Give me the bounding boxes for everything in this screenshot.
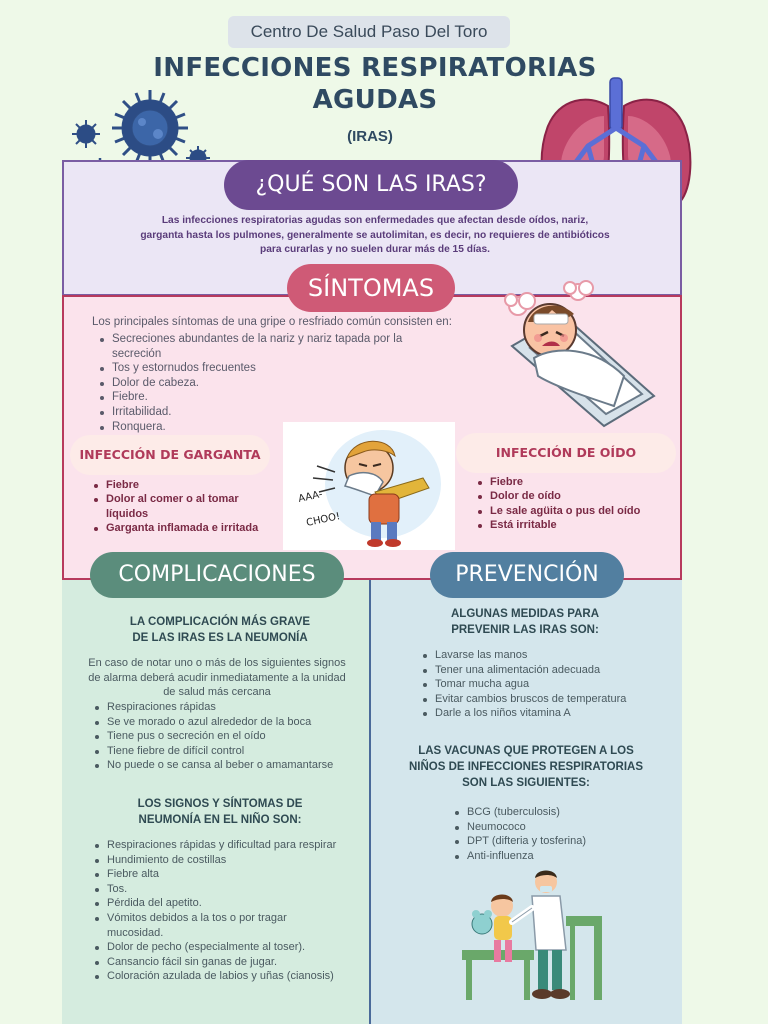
list-item: Respiraciones rápidas y dificultad para respirar: [93, 838, 343, 853]
subheading-line: LAS VACUNAS QUE PROTEGEN A LOS: [418, 745, 634, 757]
list-item: Dolor de cabeza.: [98, 376, 418, 391]
column-divider: [369, 580, 371, 1024]
sneezing-child-icon: [283, 422, 455, 550]
list-item: Tiene fiebre de difícil control: [93, 744, 343, 759]
list-item: Tos.: [93, 882, 343, 897]
list-item: Le sale agüita o pus del oído: [476, 504, 646, 518]
sneeze-text-aaa: AAA-: [297, 489, 324, 505]
vaccination-illustration: [462, 864, 612, 1006]
list-item: Neumococo: [453, 820, 653, 835]
list-item: BCG (tuberculosis): [453, 805, 653, 820]
list-item: Evitar cambios bruscos de temperatura: [421, 692, 661, 707]
title-line-1: INFECCIONES RESPIRATORIAS: [153, 53, 597, 83]
symptoms-intro: Los principales síntomas de una gripe o resfriado común consisten en:: [92, 316, 452, 328]
list-item: Tiene pus o secreción en el oído: [93, 729, 343, 744]
symptoms-heading: SÍNTOMAS: [287, 264, 455, 312]
complications-subheading: [100, 614, 340, 646]
prevention-heading: PREVENCIÓN: [430, 552, 624, 598]
list-item: Coloración azulada de labios y uñas (cianosis): [93, 969, 343, 984]
list-item: Dolor de pecho (especialmente al toser).: [93, 940, 343, 955]
list-item: No puede o se cansa al beber o amamantarse: [93, 758, 343, 773]
prevention-subheading: [420, 606, 630, 638]
pneumonia-subheading: [110, 796, 330, 828]
throat-infection-heading: INFECCIÓN DE GARGANTA: [70, 435, 270, 475]
list-item: Anti-influenza: [453, 849, 653, 864]
list-item: DPT (difteria y tosferina): [453, 834, 653, 849]
acronym-label: (IRAS): [347, 128, 393, 145]
vaccines-list: [453, 805, 653, 863]
warning-signs-list: [93, 700, 343, 773]
complications-heading: COMPLICACIONES: [90, 552, 344, 598]
list-item: Se ve morado o azul alrededor de la boca: [93, 715, 343, 730]
subheading-line: LOS SIGNOS Y SÍNTOMAS DE: [137, 798, 303, 810]
symptoms-list: [98, 332, 418, 434]
title-line-2: AGUDAS: [312, 85, 438, 115]
prevention-measures-list: [421, 648, 661, 721]
list-item: Dolor de oído: [476, 489, 646, 503]
subheading-line: NEUMONÍA EN EL NIÑO SON:: [138, 814, 302, 826]
list-item: Respiraciones rápidas: [93, 700, 343, 715]
what-are-iras-text: Las infecciones respiratorias agudas son enfermedades que afectan desde oídos, nariz, garganta hasta los pulmones, generalmente se autolimitan, es decir, no requieres de antibióticos para curarlas y no suelen durar más de 15 días.: [140, 215, 610, 255]
list-item: Vómitos debidos a la tos o por tragar mucosidad.: [93, 911, 343, 940]
list-item: Hundimiento de costillas: [93, 853, 343, 868]
list-item: Garganta inflamada e irritada: [92, 521, 272, 535]
list-item: Pérdida del apetito.: [93, 896, 343, 911]
list-item: Irritabilidad.: [98, 405, 418, 420]
sick-child-illustration: [494, 276, 664, 436]
list-item: Lavarse las manos: [421, 648, 661, 663]
list-item: Está irritable: [476, 518, 646, 532]
list-item: Cansancio fácil sin ganas de jugar.: [93, 955, 343, 970]
sick-child-icon: [505, 281, 654, 426]
doctor-child-icon: [462, 871, 602, 1001]
list-item: Fiebre: [476, 475, 646, 489]
list-item: Fiebre: [92, 478, 272, 492]
list-item: Secreciones abundantes de la nariz y nariz tapada por la secreción: [98, 332, 418, 361]
list-item: Tener una alimentación adecuada: [421, 663, 661, 678]
throat-infection-list: [92, 478, 272, 536]
health-center-label: Centro De Salud Paso Del Toro: [228, 16, 510, 48]
list-item: Dolor al comer o al tomar líquidos: [92, 492, 272, 521]
subheading-line: ALGUNAS MEDIDAS PARA: [450, 608, 599, 620]
list-item: Tomar mucha agua: [421, 677, 661, 692]
subheading-line: NIÑOS DE INFECCIONES RESPIRATORIAS: [408, 761, 644, 773]
list-item: Tos y estornudos frecuentes: [98, 361, 418, 376]
pneumonia-symptoms-list: [93, 838, 343, 984]
list-item: Fiebre.: [98, 390, 418, 405]
sneezing-child-illustration: [283, 422, 455, 550]
subheading-line: PREVENIR LAS IRAS SON:: [451, 624, 599, 636]
subheading-line: LA COMPLICACIÓN MÁS GRAVE: [129, 616, 311, 628]
list-item: Darle a los niños vitamina A: [421, 706, 661, 721]
vaccines-subheading: [392, 743, 660, 791]
sneeze-text-choo: CHOO!: [305, 511, 342, 529]
list-item: Fiebre alta: [93, 867, 343, 882]
complications-intro: En caso de notar uno o más de los siguientes signos de alarma deberá acudir inmediatamente a la unidad de salud más cercana: [88, 657, 346, 698]
ear-infection-heading: INFECCIÓN DE OÍDO: [456, 433, 676, 473]
subheading-line: SON LAS SIGUIENTES:: [462, 777, 590, 789]
list-item: Ronquera.: [98, 420, 418, 435]
ear-infection-list: [476, 475, 646, 533]
what-are-iras-heading: ¿QUÉ SON LAS IRAS?: [224, 160, 518, 210]
subheading-line: DE LAS IRAS ES LA NEUMONÍA: [132, 632, 308, 644]
